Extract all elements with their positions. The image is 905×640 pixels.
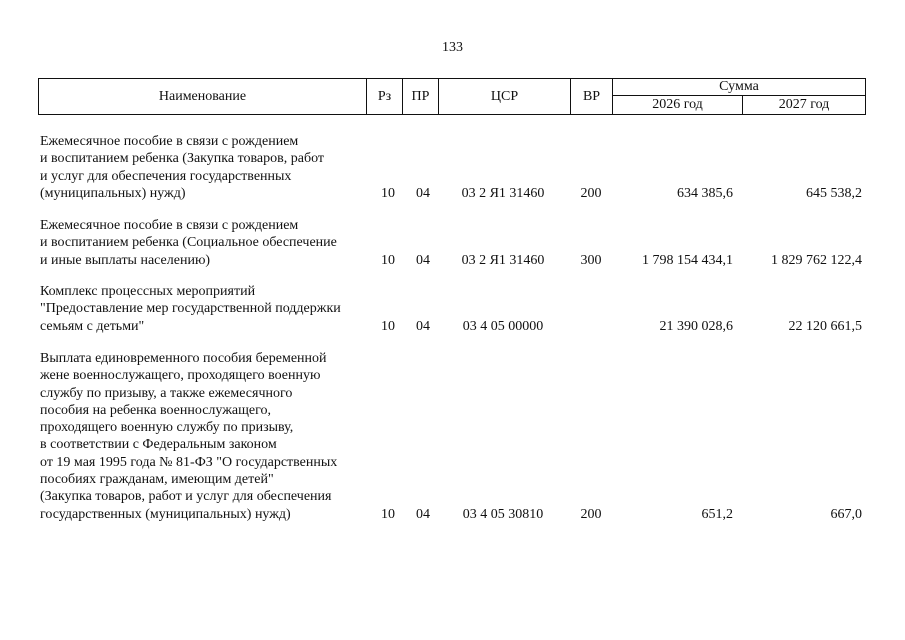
row-name-line: (муниципальных) нужд) xyxy=(40,185,186,201)
row-name-line: (Закупка товаров, работ и услуг для обеспечения xyxy=(40,489,332,505)
table-row xyxy=(0,350,905,525)
row-sum-2026: 21 390 028,6 xyxy=(659,319,733,334)
row-name-line: проходящего военную службу по призыву, xyxy=(40,420,294,436)
header-border-right xyxy=(865,78,866,115)
row-csr: 03 4 05 30810 xyxy=(462,507,544,522)
header-year-2027: 2027 год xyxy=(778,97,830,112)
row-sum-2027: 645 538,2 xyxy=(806,186,862,201)
header-pr: ПР xyxy=(411,88,430,104)
row-sum-2027: 1 829 762 122,4 xyxy=(771,253,862,268)
row-name-line: Ежемесячное пособие в связи с рождением xyxy=(40,134,299,149)
table-header xyxy=(38,78,866,115)
row-name-line: службу по призыву, а также ежемесячного xyxy=(40,385,293,401)
header-year-2026: 2026 год xyxy=(652,97,703,112)
row-name-line: Выплата единовременного пособия беременной xyxy=(40,351,327,366)
table-row xyxy=(0,283,905,335)
row-sum-2026: 651,2 xyxy=(701,507,733,522)
header-csr: ЦСР xyxy=(490,88,519,104)
row-name-line: в соответствии с Федеральным законом xyxy=(40,437,277,453)
row-rz: 10 xyxy=(381,319,395,334)
row-rz: 10 xyxy=(381,507,395,522)
row-name-line: и иные выплаты населению) xyxy=(40,252,211,268)
row-csr: 03 4 05 00000 xyxy=(462,319,544,334)
row-name-line: Комплекс процессных мероприятий xyxy=(40,284,256,299)
row-rz: 10 xyxy=(381,186,395,201)
row-vr: 300 xyxy=(580,253,602,268)
row-name-line: и воспитанием ребенка (Социальное обеспечение xyxy=(40,235,337,251)
header-name: Наименование xyxy=(158,88,247,104)
row-vr: 200 xyxy=(580,507,602,522)
row-name-line: семьям с детьми" xyxy=(40,318,145,334)
row-pr: 04 xyxy=(416,319,430,334)
row-name-line: от 19 мая 1995 года № 81-ФЗ "О государственных xyxy=(40,454,338,470)
header-sum: Сумма xyxy=(719,79,759,94)
row-name-line: "Предоставление мер государственной поддержки xyxy=(40,301,341,317)
row-name-line: жене военнослужащего, проходящего военную xyxy=(40,368,321,384)
row-pr: 04 xyxy=(416,507,430,522)
row-csr: 03 2 Я1 31460 xyxy=(461,186,545,201)
row-csr: 03 2 Я1 31460 xyxy=(461,253,545,268)
header-rz: Рз xyxy=(377,88,392,104)
row-vr: 200 xyxy=(580,186,602,201)
row-name-line: и воспитанием ребенка (Закупка товаров, работ xyxy=(40,151,325,167)
row-sum-2027: 22 120 661,5 xyxy=(788,319,862,334)
row-pr: 04 xyxy=(416,253,430,268)
row-name-line: и услуг для обеспечения государственных xyxy=(40,168,292,184)
row-pr: 04 xyxy=(416,186,430,201)
row-name xyxy=(40,133,370,202)
row-name xyxy=(40,283,370,335)
page-number: 133 xyxy=(442,40,463,55)
row-name xyxy=(40,350,370,523)
row-name xyxy=(40,217,370,269)
table-row xyxy=(0,217,905,269)
header-vr: ВР xyxy=(582,88,601,104)
table-row xyxy=(0,133,905,203)
row-name-line: пособия на ребенка военнослужащего, xyxy=(40,402,271,418)
row-rz: 10 xyxy=(381,253,395,268)
row-sum-2027: 667,0 xyxy=(830,507,862,522)
row-name-line: государственных (муниципальных) нужд) xyxy=(40,506,291,522)
row-sum-2026: 1 798 154 434,1 xyxy=(642,253,733,268)
row-name-line: пособиях гражданам, имеющим детей" xyxy=(40,472,274,488)
row-sum-2026: 634 385,6 xyxy=(677,186,733,201)
row-name-line: Ежемесячное пособие в связи с рождением xyxy=(40,218,299,233)
